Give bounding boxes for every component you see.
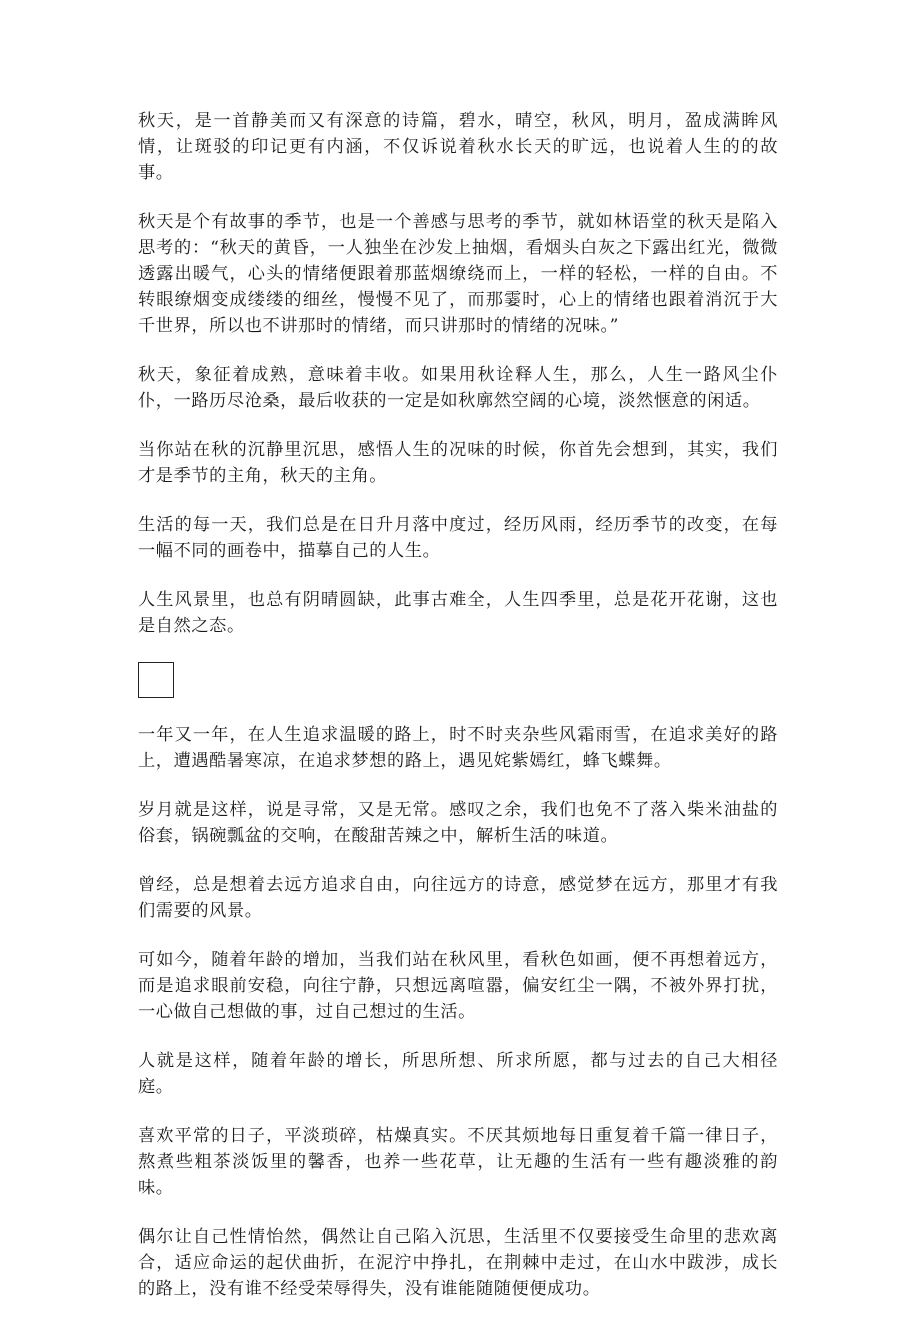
paragraph-3: 秋天，象征着成熟，意味着丰收。如果用秋诠释人生，那么，人生一路风尘仆仆，一路历尽沧桑，最后收获的一定是如秋廓然空阔的心境，淡然惬意的闲适。	[138, 365, 778, 411]
paragraph-12: 喜欢平常的日子，平淡琐碎，枯燥真实。不厌其烦地每日重复着千篇一律日子，熬煮些粗茶淡饭里的馨香，也养一些花草，让无趣的生活有一些有趣淡雅的韵味。	[138, 1126, 778, 1198]
paragraph-1: 秋天，是一首静美而又有深意的诗篇，碧水，晴空，秋风，明月，盈成满眸风情，让斑驳的印记更有内涵，不仅诉说着秋水长天的旷远，也说着人生的的故事。	[138, 111, 778, 183]
image-placeholder-box	[138, 662, 174, 698]
paragraph-5: 生活的每一天，我们总是在日升月落中度过，经历风雨，经历季节的改变，在每一幅不同的画卷中，描摹自己的人生。	[138, 515, 778, 561]
paragraph-7: 一年又一年，在人生追求温暖的路上，时不时夹杂些风霜雨雪，在追求美好的路上，遭遇酷暑寒凉，在追求梦想的路上，遇见姹紫嫣红，蜂飞蝶舞。	[138, 725, 778, 771]
paragraph-10: 可如今，随着年龄的增加，当我们站在秋风里，看秋色如画，便不再想着远方，而是追求眼前安稳，向往宁静，只想远离喧嚣，偏安红尘一隅，不被外界打扰，一心做自己想做的事，过自己想过的生活。	[138, 950, 778, 1022]
paragraph-2: 秋天是个有故事的季节，也是一个善感与思考的季节，就如林语堂的秋天是陷入思考的：“秋天的黄昏，一人独坐在沙发上抽烟，看烟头白灰之下露出红光，微微透露出暖气，心头的情绪便跟着那蓝烟缭绕而上，一样的轻松，一样的自由。不转眼缭烟变成缕缕的细丝，慢慢不见了，而那霎时，心上的情绪也跟着消沉于大千世界，所以也不讲那时的情绪，而只讲那时的情绪的况味。”	[138, 212, 778, 336]
article-body	[138, 108, 778, 1325]
paragraph-11: 人就是这样，随着年龄的增长，所思所想、所求所愿，都与过去的自己大相径庭。	[138, 1051, 778, 1097]
paragraph-4: 当你站在秋的沉静里沉思，感悟人生的况味的时候，你首先会想到，其实，我们才是季节的主角，秋天的主角。	[138, 440, 778, 486]
paragraph-6: 人生风景里，也总有阴晴圆缺，此事古难全，人生四季里，总是花开花谢，这也是自然之态。	[138, 590, 778, 636]
paragraph-13: 偶尔让自己性情怡然，偶然让自己陷入沉思，生活里不仅要接受生命里的悲欢离合，适应命运的起伏曲折，在泥泞中挣扎，在荆棘中走过，在山水中跋涉，成长的路上，没有谁不经受荣辱得失，没有谁能随随便便成功。	[138, 1227, 778, 1299]
paragraph-8: 岁月就是这样，说是寻常，又是无常。感叹之余，我们也免不了落入柴米油盐的俗套，锅碗瓢盆的交响，在酸甜苦辣之中，解析生活的味道。	[138, 800, 778, 846]
paragraph-9: 曾经，总是想着去远方追求自由，向往远方的诗意，感觉梦在远方，那里才有我们需要的风景。	[138, 875, 778, 921]
